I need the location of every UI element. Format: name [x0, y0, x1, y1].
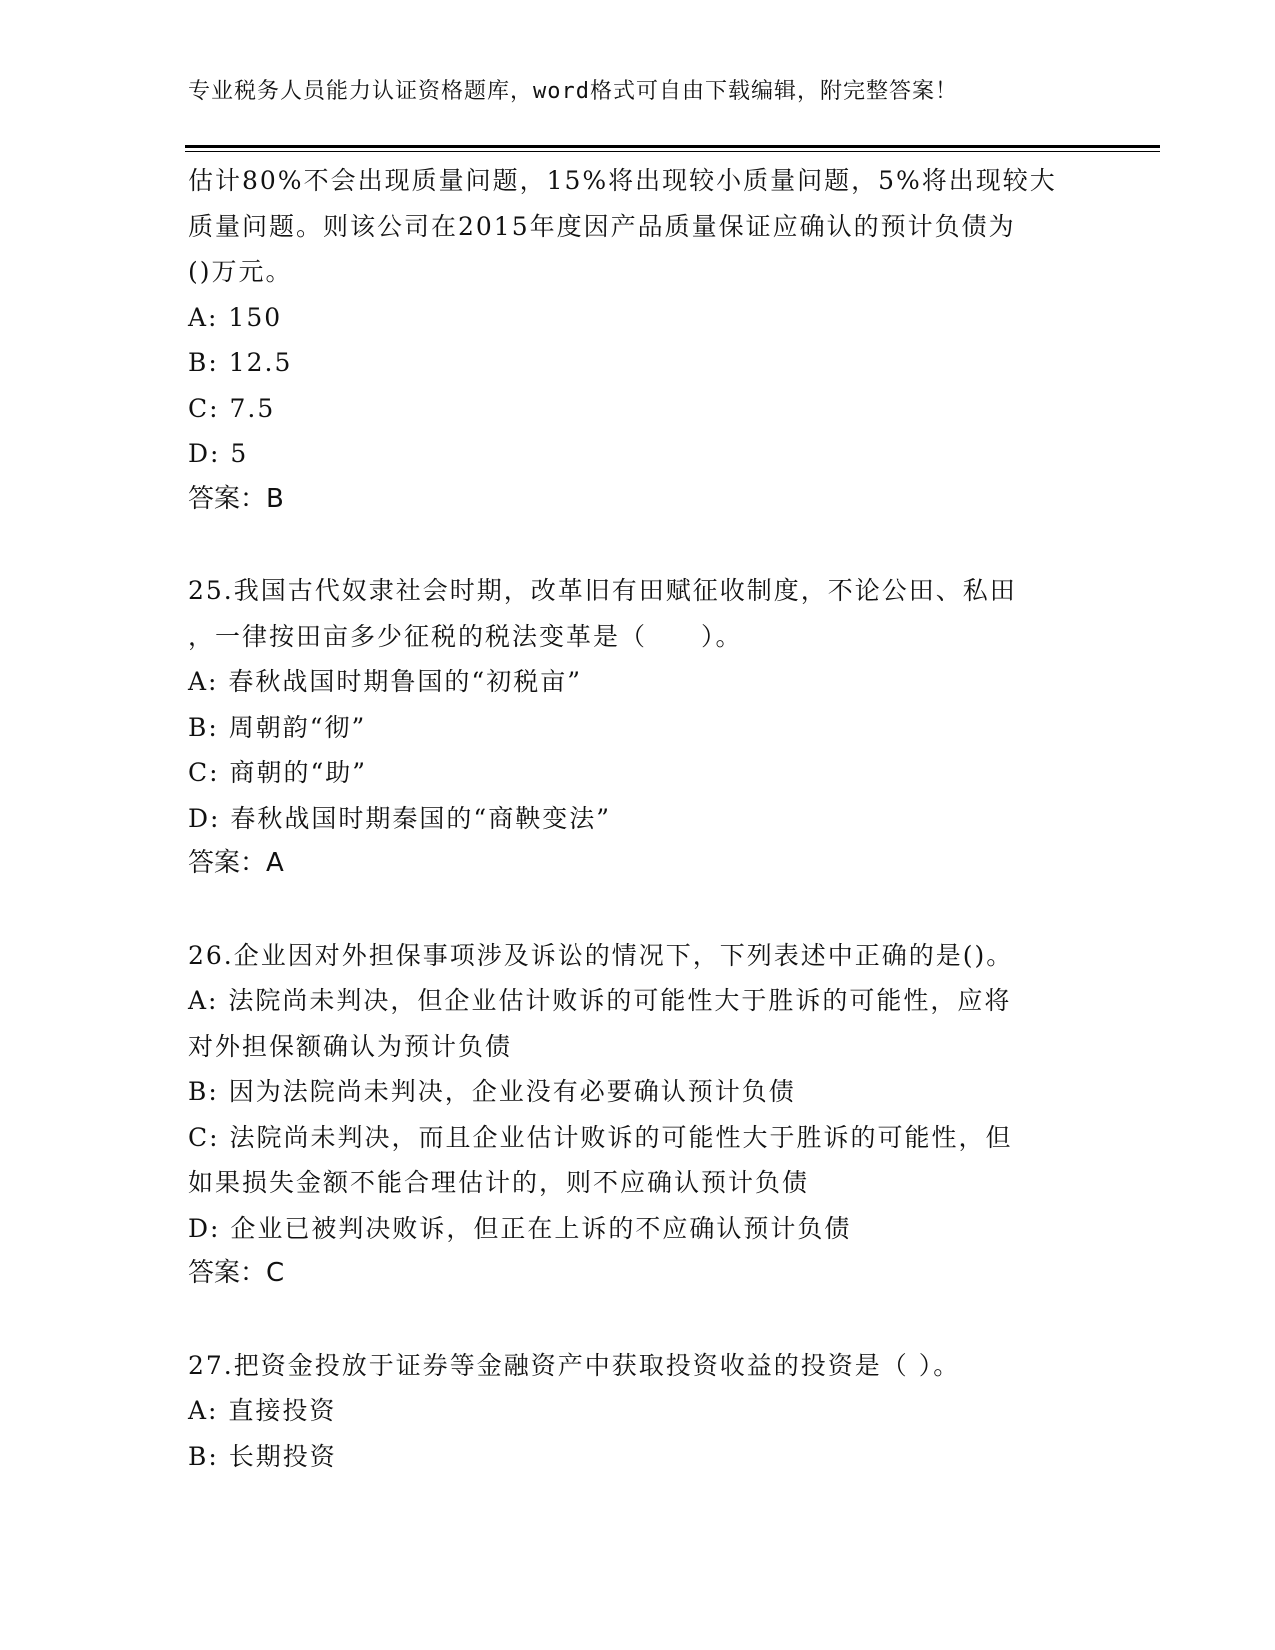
page-header: 专业税务人员能力认证资格题库，word格式可自由下载编辑，附完整答案！: [188, 79, 958, 104]
option-a: A: 法院尚未判决，但企业估计败诉的可能性大于胜诉的可能性，应将: [188, 986, 1012, 1015]
option-d: D: 春秋战国时期秦国的“商鞅变法”: [188, 803, 611, 833]
question-stem-line: 质量问题。则该公司在2015年度因产品质量保证应确认的预计负债为: [188, 211, 1016, 241]
answer-line: 答案：C: [188, 1258, 285, 1288]
option-d: D: 企业已被判决败诉，但正在上诉的不应确认预计负债: [188, 1213, 852, 1243]
option-c: C: 法院尚未判决，而且企业估计败诉的可能性大于胜诉的可能性，但: [188, 1122, 1013, 1152]
question-block: [188, 158, 1088, 522]
option-a: A: 150: [188, 302, 283, 332]
option-b: B: 周朝韵“彻”: [188, 712, 367, 742]
question-block: [188, 1343, 1088, 1480]
question-stem-line: 估计80%不会出现质量问题，15%将出现较小质量问题，5%将出现较大: [188, 166, 1057, 195]
question-list: [188, 158, 1088, 1479]
option-c: C: 商朝的“助”: [188, 758, 368, 787]
question-block: [188, 568, 1088, 887]
header-rule-thick: [185, 145, 1160, 148]
header-rule-thin: [185, 151, 1160, 152]
question-stem-line: 25.我国古代奴隶社会时期，改革旧有田赋征收制度，不论公田、私田: [188, 576, 1017, 605]
question-stem-line: ，一律按田亩多少征税的税法变革是（ ）。: [188, 621, 743, 651]
answer-line: 答案：B: [188, 483, 284, 514]
option-b: B: 12.5: [188, 348, 293, 377]
question-stem-line: 26.企业因对外担保事项涉及诉讼的情况下，下列表述中正确的是()。: [188, 940, 1014, 970]
option-c: C: 7.5: [188, 393, 276, 423]
option-c-continued: 如果损失金额不能合理估计的，则不应确认预计负债: [188, 1168, 810, 1197]
option-a-continued: 对外担保额确认为预计负债: [188, 1031, 513, 1061]
option-b: B: 长期投资: [188, 1441, 337, 1471]
option-a: A: 直接投资: [188, 1396, 337, 1425]
answer-line: 答案：A: [188, 848, 284, 878]
question-block: [188, 933, 1088, 1297]
question-stem-line: ()万元。: [188, 257, 293, 286]
question-stem-line: 27.把资金投放于证券等金融资产中获取投资收益的投资是（ ）。: [188, 1350, 961, 1380]
option-d: D: 5: [188, 439, 249, 468]
option-a: A: 春秋战国时期鲁国的“初税亩”: [188, 667, 582, 696]
option-b: B: 因为法院尚未判决，企业没有必要确认预计负债: [188, 1077, 796, 1106]
